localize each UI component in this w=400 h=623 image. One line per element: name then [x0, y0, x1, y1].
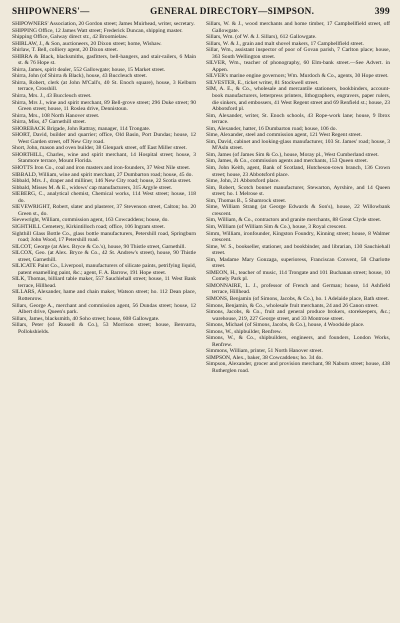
directory-entry: Sim, Thomas B., 5 Shamrock street.: [206, 197, 287, 204]
directory-entry: Sillars, Wm. (of W. & J. Sillars), 612 Gallowgate.: [206, 34, 317, 41]
left-column: [12, 21, 196, 375]
directory-entry: Sime, Alexander, steel and commission agent, 121 West Regent street.: [206, 132, 362, 139]
directory-entry: SIMONNAIRE, L. J., professor of French and German; house, 14 Ashfield terrace, Hillhead.: [206, 282, 390, 296]
directory-entry: SIMPSON, Alex., baker, 38 Cowcaddens; ho. 34 do.: [206, 354, 323, 361]
directory-entry: SIEVEWRIGHT, Robert, slater and plasterer, 37 Stevenson street, Calton; ho. 20 Green st., do.: [12, 204, 196, 217]
directory-entry: Sillars, George A., merchant and commission agent, 56 Dundas street; house, 12 Albert drive, Queen's park.: [12, 302, 196, 316]
directory-entry: SHORT, David, builder and quarrier; office, Old Basin, Port Dundas; house, 12 West Garden street, off New City road.: [12, 132, 196, 145]
directory-entry: Sillars, Peter (of Russell & Co.), 53 Morrison street; house, Benvarra, Pollokshields.: [12, 322, 196, 335]
directory-entry: SILCOX, Geo. (at Alex. Bryce & Co., 42 St. Andrew's street), house, 90 Thistle street, Garnethill.: [12, 250, 196, 263]
directory-entry: Simons, Benjamin, & Co., wholesale fruit merchants, 24 and 26 Canon street.: [206, 302, 379, 309]
directory-entry: Sighthill Glass Bottle Co., glass bottle manufacturers, Petershill road, Springburn road; John Wood, 17 Petershill road.: [12, 230, 196, 244]
directory-entry: SIM, A. E., & Co., wholesale and mercantile stationers, bookbinders, account-book manufacturers, letterpress printers, lithographers, engravers, paper rulers, die sinkers, and embossers, 41 West Regent street and 69 Renfield st.; house, 23 Abbotsford pl.: [206, 86, 390, 113]
directory-entry: SHIPOWNERS' Association, 20 Gordon street; James Muirhead, writer, secretary.: [12, 21, 195, 27]
directory-entry: Shipping Office, Galway direct str., 42 Broomielaw.: [12, 34, 128, 41]
directory-entry: Shirra, James, spirit dealer, 552 Gallowgate; house, 15 Market street.: [12, 66, 166, 73]
directory-entry: SIBBALD, William, wine and spirit merchant, 27 Dumbarton road; house, 45 do.: [12, 171, 193, 178]
directory-entry: SILVER's marine engine governors; Wm. Murdoch & Co., agents, 30 Hope street.: [206, 73, 389, 80]
directory-entry: Shirra, Mrs., 108 North Hanover street.: [12, 112, 100, 119]
directory-entry: Shirra, Miss, 47 Garnethill street.: [12, 119, 87, 126]
directory-entry: SILLARS, Alexander, hame and chain maker, Watson street; ho. 112 Dean place, Rottenrow.: [12, 289, 196, 302]
directory-entry: SHORTHILL, Charles, wine and spirit merchant, 14 Hospital street; house, 3 Stanmore terrace, Mount Florida.: [12, 151, 196, 165]
directory-entry: SIEBERG, C., analytical chemist, Chemical works, 114 West street; house, 118 do.: [12, 191, 196, 204]
directory-entry: Simm, William, ironfounder, Kingston Foundry, Kinning street; house, 8 Walmer crescent.: [206, 230, 390, 244]
directory-entry: Sillars, W. & J., grain and malt shovel makers, 17 Campbellfield street.: [206, 40, 364, 47]
directory-entry: SHIPPING Office, 12 James Watt street; Frederick Duncan, shipping master.: [12, 27, 183, 34]
header-left: SHIPOWNERS'—: [12, 6, 90, 16]
directory-entry: Shirra, Mrs. J., 43 Buccleuch street.: [12, 93, 92, 100]
directory-entry: Simons, Michael (of Simons, Jacobs, & Co.), house, 4 Woodside place.: [206, 322, 365, 329]
directory-entry: Sim, Madame Mary Gonzaga, superioress, Franciscan Convent, 58 Charlotte street.: [206, 256, 390, 270]
directory-entry: SHIRRA & Black, blacksmiths, gasfitters, bell-hangers, and stair-railers, 6 Main st. & 76 Hope st.: [12, 53, 196, 67]
directory-entry: Sim, Alexander, writer, St. Enoch schools, 43 Rope-work lane; house, 9 Ibrox terrace.: [206, 112, 390, 126]
directory-entry: Sillars, James, blacksmith, 40 Soho street; house, 608 Gallowgate.: [12, 315, 160, 322]
directory-entry: SILCOT, George (at Alex. Bryce & Co.'s), house, 90 Thistle street, Garnethill.: [12, 243, 186, 250]
directory-entry: Sillar, Wm., assistant inspector of poor of Govan parish, 7 Carlton place; house, 363 South Wellington street.: [206, 47, 390, 60]
directory-entry: SIGHTHILL Cemetery, Kirkintilloch road; office, 106 Ingram street.: [12, 223, 166, 230]
directory-entry: SILVESTER, E., ticket writer, 81 Stockwell street.: [206, 79, 319, 86]
directory-entry: SHOREBACK Brigade, John Rattray, manager, 114 Trongate.: [12, 125, 151, 132]
directory-entry: SILVER, Wm., teacher of phonography, 60 Elm-bank street.—See Advert. in Appen.: [206, 60, 390, 73]
directory-entry: Simpson, Alexander, grocer and provision merchant, 98 Naburn street; house, 438 Rutherglen road.: [206, 361, 390, 374]
directory-entry: Simons, W., shipbuilder, Renfrew.: [206, 328, 282, 335]
directory-entry: Sim, James, & Co., commission agents and merchants, 153 Queen street.: [206, 158, 369, 165]
directory-entry: Sibbald, Misses M. & E., widows' cap manufacturers, 315 Argyle street.: [12, 184, 173, 191]
directory-entry: Sime, John, 21 Abbotsford place.: [206, 178, 280, 185]
directory-entry: SHOTTS Iron Co., coal and iron masters and iron-founders, 37 West Nile street.: [12, 165, 191, 172]
directory-entry: SILK, Thomas, billiard table maker, 557 Sauchiehall street; house, 11 West Bank terrace, Hillhead.: [12, 276, 196, 289]
directory-entry: SIMONS, Benjamin (of Simons, Jacobs, & Co.), ho. 1 Adelaide place, Bath street.: [206, 295, 390, 302]
directory-entry: Sillars, W. & J., wood merchants and home timber, 17 Campbellfield street, off Gallowgate.: [206, 21, 390, 34]
directory-entry: Shirra, Robert, clerk (at John M'Call's, 40 St. Enoch square), house, 3 Kelburn terrace, Crosshill.: [12, 79, 196, 93]
header-middle: [150, 6, 314, 16]
directory-columns: [12, 21, 390, 375]
directory-entry: Shirlaw, T. Bell, colliery agent, 20 Dixon street.: [12, 47, 119, 54]
directory-entry: Simons, Jacobs, & Co., fruit and general produce brokers, storekeepers, &c.; warehouse, 219, 227 George street, and 33 Montrose street.: [206, 309, 390, 322]
directory-entry: SIMEON, H., teacher of music, 114 Trongate and 101 Buchanan street; house, 10 Comely Park pl.: [206, 269, 390, 283]
directory-entry: SILICATE Paint Co., Liverpool, manufacturers of silicate paints, petrifying liquid, patent enamelling paint, &c.; agent, F. A. Barrow, 191 Hope street.: [12, 263, 196, 276]
directory-entry: Sim, Robert, Scotch bonnet manufacturer, Stewarton, Ayrshire, and 14 Queen street; ho. 1 Melrose st.: [206, 184, 390, 198]
directory-entry: Sim, James (of James Sim & Co.), house, Moray pl., West Cumberland street.: [206, 151, 379, 158]
directory-entry: Shirra, John (of Shirra & Black), house, 43 Buccleuch street.: [12, 73, 148, 80]
header-middle-text: GENERAL DIRECTORY—: [150, 6, 268, 16]
right-column: [206, 21, 390, 375]
directory-entry: Sim, William (of William Sim & Co.), house, 3 Royal crescent.: [206, 223, 347, 230]
directory-entry: Simmons, William, printer, 51 North Hanover street.: [206, 348, 323, 355]
page-number: 399: [374, 6, 390, 17]
directory-entry: SHIRLAW, J., & Son, auctioneers, 20 Dixon street; home, Wishaw.: [12, 40, 162, 47]
directory-entry: Sibbald, Mrs. J., draper and milliner, 146 New City road; house, 22 Scotia street.: [12, 178, 192, 185]
directory-entry: Sim, William, & Co., contractors and granite merchants, 88 Great Clyde street.: [206, 217, 382, 224]
directory-entry: Sime, W. S., bookseller, stationer, and bookbinder, and librarian, 130 Sauchiehall street.: [206, 243, 390, 257]
directory-entry: Short, John, mason and oven builder, 38 Glenpark street, off East Miller street.: [12, 145, 187, 152]
directory-entry: Sime, William Strang (at George Edwards & Son's), house, 22 Willowbank crescent.: [206, 204, 390, 217]
directory-entry: Shirra, Mrs J., wine and spirit merchant, 89 Bell-grove street; 296 Duke street; 90 Green street; house, 11 Roslea drive, Dennistoun.: [12, 99, 196, 113]
directory-entry: Sievewright, William, commission agent, 163 Cowcaddens; house, do.: [12, 217, 169, 224]
page-header: [12, 6, 390, 19]
directory-entry: Sim, Alexander, hatter, 16 Dumbarton road; house, 106 do.: [206, 125, 337, 132]
header-right-word: SIMPSON.: [267, 6, 315, 16]
directory-entry: Sim, John Keith, agent, Bank of Scotland, Hutcheson-town branch, 136 Crown street; house, 23 Abbotsford place.: [206, 165, 390, 178]
directory-entry: Sim, David, cabinet and looking-glass manufacturer, 103 St. James' road; house, 3 M'Asln street.: [206, 138, 390, 152]
directory-entry: Simons, W., & Co., shipbuilders, engineers, and founders, London Works, Renfrew.: [206, 335, 390, 348]
